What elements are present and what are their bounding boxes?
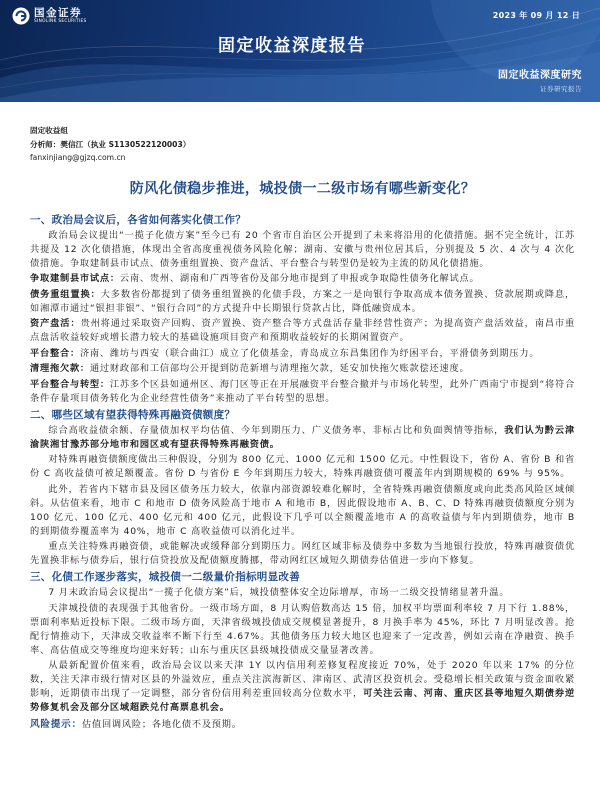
paragraph-lead: 债务重组置换： [30,288,101,300]
paragraph-emphasis: 我们认为黔云津渝陕湘甘豫苏部分地市和园区或有望获得特殊再融资债。 [30,424,575,450]
paragraph [30,288,575,316]
company-logo [12,7,87,25]
paragraph-text: 对特殊再融资债额度做出三种假设，分别为 800 亿元、1000 亿元和 1500 亿元。中性假设下，省份 A、省份 B 和省份 C 高收益债可被足额覆盖。省份 D 与省份 E 今年到期压力较大，特殊再融资债可覆盖年内到期规模的 69% 与 95%。 [30,454,575,479]
paragraph-text: 江苏多个区县如通州区、海门区等正在开展融资平台整合撤并与市场化转型，此外广西南宁市提到“将符合条件存量项目债务转化为企业经营性债务”来推动了平台转型的思想。 [30,378,575,404]
report-title: 防风化债稳步推进，城投债一二级市场有哪些新变化？ [129,180,476,197]
paragraph-lead: 平台整合： [30,347,80,359]
paragraph [30,453,575,481]
paragraph [30,317,575,345]
report-body [30,124,575,734]
paragraph-text: 重点关注特殊再融资债，或能解决或缓释部分到期压力。网红区域非标及债券中多数为当地银行投放，特殊再融资债优先置换非标与债券后，银行信贷投放及配债额度腾挪，带动网红区域短久期债券估值进一步向下修复。 [30,541,575,566]
report-type-title: 固定收益深度报告 [218,36,366,56]
paragraph-text: 贵州将通过采取资产回购、资产置换、资产整合等方式盘活存量非经营性资产；为提高资产盘活效益，南昌市重点盘活收益较好或增长潜力较大的基础设施项目资产和预期收益较好的长期闲置资产。 [30,318,576,343]
paragraph-lead: 清理拖欠款： [30,363,90,374]
analyst-block [30,124,575,165]
paragraph-text: 天津城投债的表现强于其他省份。一级市场方面，8 月认购倍数高达 15 倍，加权平均票面利率较 7 月下行 1.88%，票面利率贴近投标下限。二级市场方面，天津省级城投债成交规模显著提升，8 月换手率为 45%，环比 7 月明显改善。抢配行情推动下，天津成交收益率不断下行至 4.67%。其他债务压力较大地区也迎来了一定改善，例如云南在净融资、换手率、高估值成交等维度均迎来好转；山东与重庆区县级城投债成交量显著改善。 [30,602,575,656]
paragraph-text: 综合高收益债余额、存量债加权平均估值、今年到期压力、广义债务率、非标占比和负面舆情等指标， [48,424,505,436]
paragraph-text: 政治局会议提出“一揽子化债方案”至今已有 20 个省市自治区公开提到了未来将沿用的化债措施。据不完全统计，江苏共提及 12 次化债措施，体现出全省高度重视债务风险化解；湖南、安徽与贵州位居其后，分别提及 5 次、4 次与 4 次化债措施。争取建制县市试点、债务重组置换、资产盘活、平台整合与转型仍是较为主流的防风化债措施。 [30,229,575,269]
analyst-name: 分析师：樊信江（执业 S1130522120003） [30,139,191,149]
paragraph [30,378,575,406]
report-date: 2023 年 09 月 12 日 [492,11,580,20]
paragraph [30,229,575,271]
paragraph [30,602,575,658]
section-heading: 一、政治局会议后，各省如何落实化债工作？ [30,213,246,226]
section-heading: 二、哪些区域有望获得特殊再融资债额度？ [30,408,236,421]
risk-label: 风险提示： [30,719,82,730]
logo-name-en: SINOLINK SECURITIES [34,19,87,24]
paragraph-text: 济南、潍坊与西安（联合曲江）成立了化债基金，青岛成立东昌集团作为纾困平台，平滑债务到期压力。 [79,347,540,359]
risk-warning [30,718,575,732]
paragraph-lead: 争取建制县市试点： [30,273,120,284]
paragraph [30,424,575,452]
paragraph-text: 通过财政部和工信部均公开提到防范新增与清理拖欠款，延安加快拖欠账款偿还速度。 [89,363,470,374]
analyst-email: fanxinjiang@gjzq.com.cn [30,153,126,162]
paragraph-text: 从最新配置价值来看，政治局会议以来天津 1Y 以内信用利差修复程度接近 70%，处于 2020 年以来 17% 的分位数，关注天津市级行情对区县的外溢效应，重点关注滨海新区、津南区、武清区投资机会。受稳增长相关政策与资金面收紧影响，近期债市出现了一定调整，部分省份信用利差重回较高分位数水平， [30,660,575,699]
paragraph [30,483,575,539]
paragraph [30,347,575,361]
paragraph [30,362,575,376]
report-subtype: 固定收益深度研究 [498,70,582,81]
paragraph-text: 大多数省份都提到了债务重组置换的化债手段，方案之一是向银行争取高成本债务置换、贷款展期或降息，如湘潭市通过“银担非银”、“银行合同”的方式提升中长期银行贷款占比，降低融资成本。 [30,288,575,314]
paragraph-text: 云南、贵州、湖南和广西等省份及部分地市提到了申报或争取隐性债务化解试点。 [119,273,480,284]
logo-name-cn: 国金证券 [34,7,82,19]
paragraph [30,659,575,715]
paragraph [30,540,575,568]
paragraph [30,586,575,600]
research-group: 固定收益组 [30,126,68,135]
report-header-banner [0,0,600,102]
section-heading: 三、化债工作逐步落实，城投债一二级量价指标明显改善 [30,571,300,583]
paragraph [30,272,575,286]
paragraph-lead: 平台整合与转型： [30,378,110,390]
company-emblem-icon [12,7,30,25]
paragraph-text: 此外，若省内下辖市县及园区债务压力较大，依靠内部资源较难化解时，全省特殊再融资债额度或向此类高风险区域倾斜。从估值来看，地市 C 和地市 D 债务风险高于地市 A 和地市 B，因此假设地市 A、B、C、D 特殊再融资债额度分别为 100 亿元、100 亿元、400 亿元和 400 亿元，此假设下几乎可以全额覆盖地市 A 的高收益债与年内到期债券，地市 B 的到期债券覆盖率为 40%，地市 C 高收益债可以消化过半。 [30,483,575,537]
risk-text: 估值回调风险；各地化债不及预期。 [81,719,242,730]
paragraph-text: 7 月末政治局会议提出“一揽子化债方案”后，城投债整体安全边际增厚，市场一二级交投情绪显著升温。 [48,587,510,598]
report-label: 证券研究报告 [540,85,582,93]
paragraph-emphasis: 可关注云南、河南、重庆区县等地短久期债券逆势修复机会及部分区域超跌兑付高票息机会。 [30,688,575,713]
paragraph-lead: 资产盘活： [30,318,81,329]
